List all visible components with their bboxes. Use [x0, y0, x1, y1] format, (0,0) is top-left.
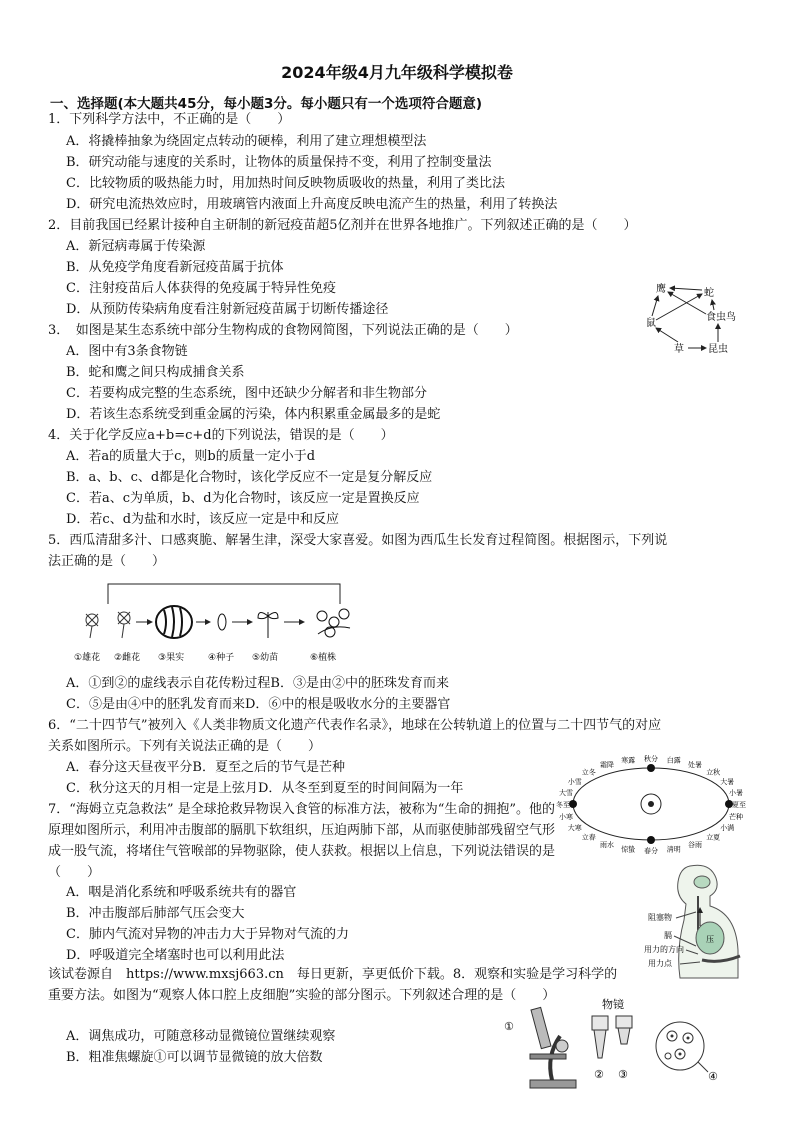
solar-term-label: 立春	[581, 833, 596, 842]
question-7-option-c: C．肺内气流对异物的冲击力大于异物对气流的力	[66, 927, 349, 942]
heimlich-diagram	[640, 860, 750, 980]
solar-term-label: 立冬	[581, 768, 596, 777]
question-1-stem: 1．下列科学方法中，不正确的是（ ）	[48, 112, 291, 127]
question-5-stem-line2: 法正确的是（ ）	[48, 554, 166, 569]
question-4-option-d: D．若c、d为盐和水时，该反应一定是中和反应	[66, 512, 340, 527]
question-1-option-a: A．将撬棒抽象为绕固定点转动的硬棒，利用了建立理想模型法	[66, 134, 427, 149]
watermelon-label-4: ④种子	[208, 653, 235, 663]
food-web-insect-label: 昆虫	[708, 344, 728, 355]
plant-icon	[317, 609, 350, 637]
seed-icon	[218, 614, 226, 630]
food-web-insect-bird-label: 食虫鸟	[706, 312, 736, 323]
question-5-option-ab: A．①到②的虚线表示自花传粉过程B．③是由②中的胚珠发育而来	[66, 676, 449, 691]
microscope-icon	[530, 1007, 576, 1088]
food-web-grass-label: 草	[674, 344, 684, 355]
watermelon-label-5: ⑤幼苗	[252, 653, 279, 663]
question-5-option-cd: C．⑤是由④中的胚乳发育而来D．⑥中的根是吸收水分的主要器官	[66, 697, 451, 712]
question-5-stem-line1: 5．西瓜清甜多汁、口感爽脆、解暑生津，深受大家喜爱。如图为西瓜生长发育过程简图。根据图示，下列说	[48, 533, 668, 548]
question-6-stem-line2: 关系如图所示。下列有关说法正确的是（ ）	[48, 739, 322, 754]
objective-lens-3-icon	[616, 1016, 632, 1044]
solar-term-label: 寒露	[621, 756, 636, 765]
question-3-stem: 3． 如图是某生态系统中部分生物构成的食物网简图，下列说法正确的是（ ）	[48, 323, 518, 338]
solar-term-label: 处暑	[688, 761, 702, 770]
heimlich-pressure-label: 压	[706, 935, 714, 944]
question-2-option-a: A．新冠病毒属于传染源	[66, 239, 206, 254]
question-4-stem: 4．关于化学反应a+b=c+d的下列说法，错误的是（ ）	[48, 428, 394, 443]
food-web-snake-label: 蛇	[704, 288, 714, 299]
question-4-option-a: A．若a的质量大于c，则b的质量一定小于d	[66, 449, 316, 464]
seedling-icon	[258, 612, 278, 638]
solar-terms-orbit-diagram	[556, 752, 746, 862]
solar-term-label: 白露	[666, 756, 681, 765]
question-4-option-c: C．若a、c为单质，b、d为化合物时，该反应一定是置换反应	[66, 491, 420, 506]
food-web-eagle-label: 鹰	[656, 284, 666, 295]
question-3-option-d: D．若该生态系统受到重金属的污染，体内积累重金属最多的是蛇	[66, 407, 441, 422]
watermelon-label-3: ③果实	[158, 653, 185, 663]
solar-term-label: 芒种	[729, 812, 743, 821]
watermelon-lifecycle-diagram	[72, 576, 362, 666]
microscope-label-3: ③	[618, 1068, 628, 1081]
earth-autumn-equinox-icon	[647, 764, 655, 772]
question-6-stem-line1: 6．“二十四节气”被列入《人类非物质文化遗产代表作名录》，地球在公转轨道上的位置与二十四节气的对应	[48, 718, 662, 733]
solar-term-label: 大雪	[559, 789, 573, 798]
sun-icon	[641, 794, 661, 814]
solar-term-label: 冬至	[556, 801, 570, 809]
solar-term-label: 清明	[666, 845, 681, 854]
solar-term-label: 小雪	[567, 778, 582, 786]
watermelon-label-2: ②雌花	[114, 653, 141, 663]
question-7-option-b: B．冲击腹部后肺部气压会变大	[66, 906, 245, 921]
question-2-stem: 2．目前我国已经累计接种自主研制的新冠疫苗超5亿剂并在世界各地推广。下列叙述正确的是（ ）	[48, 218, 637, 233]
microscope-label-2: ②	[594, 1068, 604, 1081]
solar-term-label: 小满	[720, 824, 735, 832]
question-3-option-b: B．蛇和鹰之间只构成捕食关系	[66, 365, 245, 380]
solar-term-label: 谷雨	[688, 840, 702, 849]
heimlich-force-point-label: 用力点	[648, 959, 672, 968]
question-3-option-a: A．图中有3条食物链	[66, 344, 188, 359]
female-flower-icon	[118, 612, 130, 638]
question-7-option-a: A．咽是消化系统和呼吸系统共有的器官	[66, 885, 297, 900]
question-1-option-d: D．研究电流热效应时，用玻璃管内液面上升高度反映电流产生的热量，利用了转换法	[66, 197, 558, 212]
food-web-diagram	[640, 278, 750, 358]
microscope-label-4: ④	[708, 1070, 718, 1083]
solar-term-label: 夏至	[732, 801, 746, 809]
question-2-option-b: B．从免疫学角度看新冠疫苗属于抗体	[66, 260, 284, 275]
question-7-stem: 7．“海姆立克急救法” 是全球抢救异物误入食管的标准方法，被称为“生命的拥抱”。他的原理如图所示，利用冲击腹部的膈肌下软组织，压迫两肺下部，从而驱使肺部残留空气形成一股气流，将堵住气管喉部的异物驱除，使人获救。根据以上信息，下列说法错误的是（ ）	[48, 802, 556, 880]
question-1-option-c: C．比较物质的吸热能力时，用加热时间反映物质吸收的热量，利用了类比法	[66, 176, 505, 191]
cell-view-icon	[656, 1022, 704, 1070]
solar-term-label: 立秋	[706, 768, 721, 777]
question-7-option-d: D．呼吸道完全堵塞时也可以利用此法	[66, 948, 285, 963]
earth-winter-solstice-icon	[569, 800, 577, 808]
solar-term-label: 小寒	[559, 812, 573, 821]
question-8-option-b: B．粗准焦螺旋①可以调节显微镜的放大倍数	[66, 1050, 323, 1065]
food-web-mouse-label: 鼠	[646, 318, 656, 329]
section-heading: 一、选择题(本大题共45分，每小题3分。每小题只有一个选项符合题意)	[50, 96, 483, 112]
page-title: 2024年级4月九年级科学模拟卷	[281, 63, 513, 82]
microscope-label-1: ①	[504, 1020, 514, 1033]
question-6-option-ab: A．春分这天昼夜平分B．夏至之后的节气是芒种	[66, 760, 345, 775]
male-flower-icon	[86, 614, 98, 638]
solar-term-label: 雨水	[600, 840, 614, 849]
solar-term-label: 春分	[644, 847, 658, 855]
question-8-stem: 该试卷源自 https://www.mxsj663.cn 每日更新，享更低价下载。8．观察和实验是学习科学的重要方法。如图为“观察人体口腔上皮细胞”实验的部分图示。下列叙述合理的是（ ）	[48, 967, 618, 1003]
question-1-option-b: B．研究动能与速度的关系时，让物体的质量保持不变，利用了控制变量法	[66, 155, 492, 170]
microscope-diagram	[500, 996, 740, 1096]
question-2-option-d: D．从预防传染病角度看注射新冠疫苗属于切断传播途径	[66, 302, 389, 317]
solar-term-label: 惊蛰	[621, 845, 636, 854]
question-2-option-c: C．注射疫苗后人体获得的免疫属于特异性免疫	[66, 281, 336, 296]
solar-term-label: 立夏	[706, 833, 721, 842]
heimlich-force-direction-label: 用力的方向	[644, 945, 684, 954]
solar-term-label: 大寒	[567, 824, 582, 832]
objective-lens-2-icon	[592, 1016, 608, 1058]
question-8-option-a: A．调焦成功，可随意移动显微镜位置继续观察	[66, 1029, 336, 1044]
question-4-option-b: B．a、b、c、d都是化合物时，该化学反应不一定是复分解反应	[66, 470, 433, 485]
watermelon-label-6: ⑥植株	[310, 653, 337, 663]
watermelon-fruit-icon	[156, 606, 192, 638]
watermelon-label-1: ①雄花	[74, 653, 101, 663]
solar-term-label: 小暑	[729, 789, 743, 798]
solar-term-label: 秋分	[644, 755, 658, 763]
heimlich-obstruction-label: 阻塞物	[648, 913, 672, 922]
heimlich-diaphragm-label: 膈	[664, 931, 672, 940]
solar-term-label: 霜降	[600, 761, 614, 770]
question-6-option-cd: C．秋分这天的月相一定是上弦月D．从冬至到夏至的时间间隔为一年	[66, 781, 464, 796]
objective-lens-label: 物镜	[602, 998, 624, 1011]
question-3-option-c: C．若要构成完整的生态系统，图中还缺少分解者和非生物部分	[66, 386, 427, 401]
solar-term-label: 大暑	[720, 778, 735, 786]
earth-spring-equinox-icon	[647, 836, 655, 844]
